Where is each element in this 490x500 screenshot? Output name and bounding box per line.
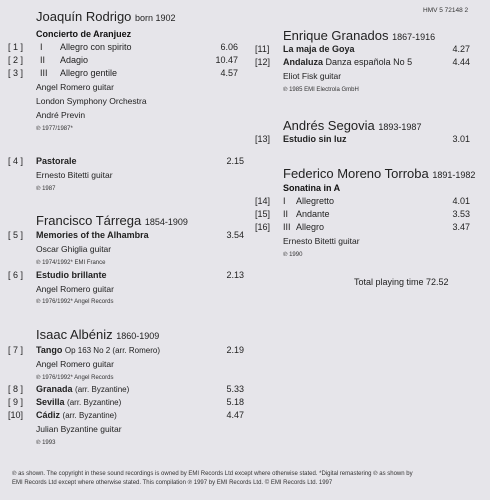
track-subtitle: (arr. Byzantine) [62, 411, 117, 420]
performer: Angel Romero guitar [36, 284, 114, 294]
composer-dates: 1893-1987 [378, 122, 422, 132]
track-row [255, 196, 470, 207]
copyright-note: ℗ 1976/1992* Angel Records [36, 375, 114, 381]
track-title: La maja de Goya [283, 44, 355, 54]
track-subtitle: Danza española No 5 [325, 57, 413, 67]
composer-name: Joaquín Rodrigo [36, 9, 132, 24]
movement-number: II [40, 55, 46, 65]
track-time: 5.33 [226, 384, 244, 394]
track-title: Granada [36, 384, 73, 394]
total-playing-time: Total playing time 72.52 [354, 277, 449, 287]
copyright-note: ℗ 1990 [283, 252, 303, 258]
copyright-note: ℗ 1985 EMI Electrola GmbH [283, 87, 359, 93]
track-time: 2.19 [226, 345, 244, 355]
track-number: [ 6 ] [8, 270, 24, 280]
footer-copyright [12, 470, 482, 488]
track-row [8, 230, 244, 241]
track-row [255, 44, 470, 55]
track-title: Estudio brillante [36, 270, 107, 280]
composer-dates: born 1902 [135, 13, 176, 23]
track-time: 5.18 [226, 397, 244, 407]
performer: Ernesto Bitetti guitar [36, 170, 113, 180]
performer: Oscar Ghiglia guitar [36, 244, 112, 254]
composer-tarrega [36, 213, 188, 230]
track-title-group [36, 410, 117, 421]
track-number: [10] [8, 410, 24, 420]
track-number: [ 2 ] [8, 55, 24, 65]
track-title-group [36, 384, 129, 395]
track-title: Allegro con spirito [60, 42, 132, 52]
performer: London Symphony Orchestra [36, 96, 147, 106]
track-number: [14] [255, 196, 271, 206]
track-row [8, 410, 244, 421]
track-number: [ 5 ] [8, 230, 24, 240]
track-number: [ 3 ] [8, 68, 24, 78]
track-subtitle: (arr. Byzantine) [67, 398, 122, 407]
performer: Ernesto Bitetti guitar [283, 236, 360, 246]
performer: André Previn [36, 110, 86, 120]
track-number: [ 4 ] [8, 156, 24, 166]
track-time: 4.57 [220, 68, 238, 78]
composer-dates: 1891-1982 [432, 170, 476, 180]
track-subtitle: (arr. Byzantine) [75, 385, 130, 394]
performer: Angel Romero guitar [36, 82, 114, 92]
track-time: 3.54 [226, 230, 244, 240]
movement-number: I [283, 196, 286, 206]
track-subtitle: Op 163 No 2 (arr. Romero) [64, 346, 160, 355]
track-title-group [283, 57, 412, 68]
track-title: Allegretto [296, 196, 335, 206]
track-time: 4.01 [452, 196, 470, 206]
track-row [8, 397, 244, 408]
track-row [8, 55, 238, 66]
performer: Eliot Fisk guitar [283, 71, 342, 81]
copyright-note: ℗ 1993 [36, 440, 56, 446]
track-number: [ 7 ] [8, 345, 24, 355]
track-title-group [36, 397, 121, 408]
movement-number: II [283, 209, 289, 219]
track-number: [13] [255, 134, 271, 144]
track-title: Adagio [60, 55, 89, 65]
track-row [8, 68, 238, 79]
track-title: Sevilla [36, 397, 65, 407]
composer-name: Enrique Granados [283, 28, 389, 43]
work-title: Sonatina in A [283, 183, 341, 193]
track-title: Allegro gentile [60, 68, 118, 78]
performer: Angel Romero guitar [36, 359, 114, 369]
track-time: 3.53 [452, 209, 470, 219]
track-time: 2.13 [226, 270, 244, 280]
track-title: Pastorale [36, 156, 77, 166]
track-number: [ 1 ] [8, 42, 24, 52]
track-row [255, 209, 470, 220]
track-time: 4.27 [452, 44, 470, 54]
track-title: Allegro [296, 222, 325, 232]
track-title: Memories of the Alhambra [36, 230, 149, 240]
track-title: Cádiz [36, 410, 61, 420]
composer-albeniz [36, 327, 159, 344]
footer-line: ℗ as shown. The copyright in these sound recordings is owned by EMI Records Ltd except where otherwise stated. *Digital remastering ℗ as shown by [12, 471, 413, 477]
composer-name: Isaac Albéniz [36, 327, 113, 342]
composer-dates: 1860-1909 [116, 331, 160, 341]
composer-granados [283, 28, 435, 45]
track-number: [16] [255, 222, 271, 232]
track-time: 4.47 [226, 410, 244, 420]
track-row [255, 134, 470, 145]
track-number: [15] [255, 209, 271, 219]
track-row [8, 156, 244, 167]
track-row [8, 42, 238, 53]
composer-segovia [283, 118, 421, 135]
track-time: 3.47 [452, 222, 470, 232]
track-number: [ 8 ] [8, 384, 24, 394]
track-row [8, 384, 244, 395]
catalog-number: HMV 5 72148 2 [423, 7, 469, 14]
composer-name: Andrés Segovia [283, 118, 375, 133]
composer-name: Francisco Tárrega [36, 213, 142, 228]
copyright-note: ℗ 1977/1987* [36, 126, 73, 132]
movement-number: III [283, 222, 291, 232]
track-title: Tango [36, 345, 63, 355]
track-time: 10.47 [215, 55, 238, 65]
track-number: [11] [255, 44, 270, 54]
composer-name: Federico Moreno Torroba [283, 166, 429, 181]
copyright-note: ℗ 1987 [36, 186, 56, 192]
track-number: [12] [255, 57, 271, 67]
footer-line: EMI Records Ltd except where otherwise stated. This compilation ℗ 1997 by EMI Records Ltd. © EMI Records Ltd. 1997 [12, 480, 333, 486]
track-title-group [36, 345, 160, 356]
track-title: Estudio sin luz [283, 134, 347, 144]
track-time: 4.44 [452, 57, 470, 67]
performer: Julian Byzantine guitar [36, 424, 122, 434]
track-time: 2.15 [226, 156, 244, 166]
composer-dates: 1854-1909 [144, 217, 188, 227]
composer-torroba [283, 166, 475, 183]
track-number: [ 9 ] [8, 397, 24, 407]
track-time: 3.01 [452, 134, 470, 144]
track-title: Andante [296, 209, 330, 219]
track-row [255, 57, 470, 68]
copyright-note: ℗ 1974/1992* EMI France [36, 260, 106, 266]
movement-number: I [40, 42, 43, 52]
track-time: 6.06 [220, 42, 238, 52]
copyright-note: ℗ 1976/1992* Angel Records [36, 299, 114, 305]
composer-dates: 1867-1916 [392, 32, 436, 42]
track-row [8, 345, 244, 356]
track-title: Andaluza [283, 57, 324, 67]
movement-number: III [40, 68, 48, 78]
track-row [8, 270, 244, 281]
composer-rodrigo [36, 9, 176, 26]
work-title: Concierto de Aranjuez [36, 29, 132, 39]
track-row [255, 222, 470, 233]
